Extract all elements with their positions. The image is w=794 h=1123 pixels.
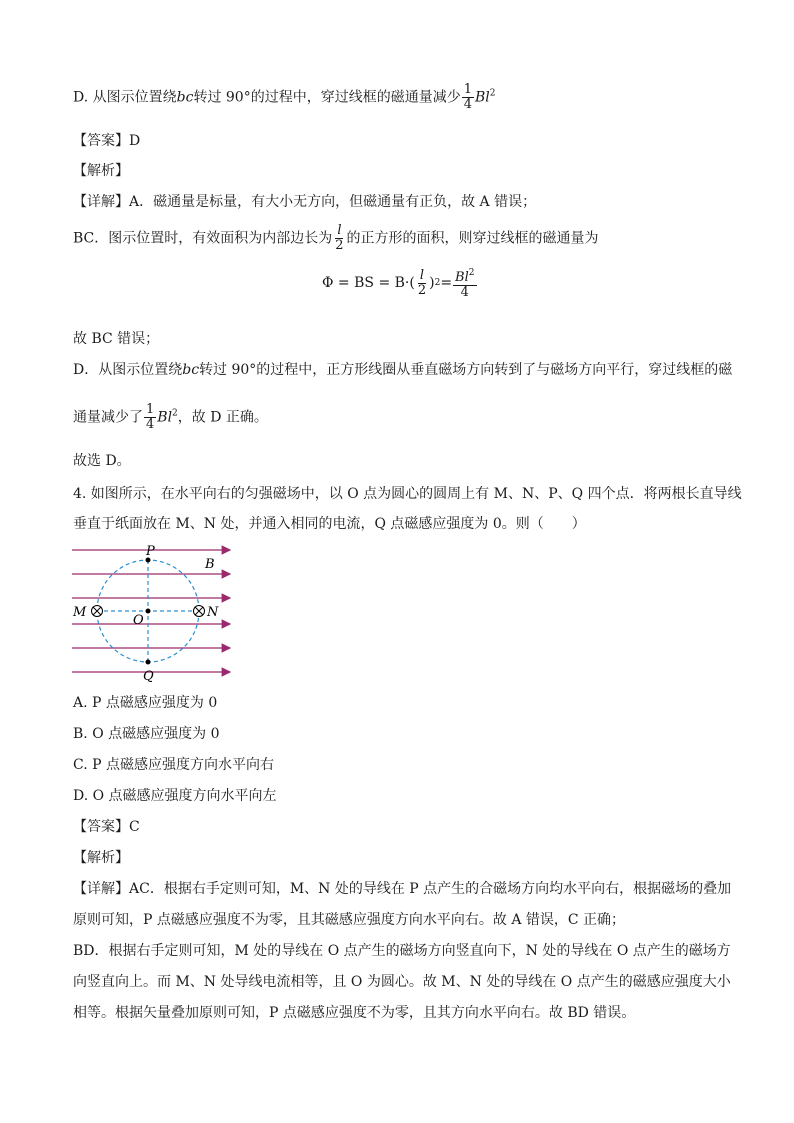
fraction [416,269,428,298]
bd-detail-3: 相等。根据矢量叠加原则可知，P 点磁感应强度不为零，且其方向水平向右。故 BD 错误。 [73,1005,636,1021]
magnetic-field-figure [70,540,240,685]
label-m: M [73,605,87,620]
option-c: C. P 点磁感应强度方向水平向右 [73,757,274,773]
numerator [453,266,476,286]
text: D. 从图示位置绕 [73,89,177,106]
bd-detail-1: BD．根据右手定则可知，M 处的导线在 O 点产生的磁场方向竖直向下，N 处的导线在 O 点产生的磁场方 [73,943,731,959]
denominator: 2 [335,238,344,253]
label-q: Q [143,669,154,684]
choose-d: 故选 D。 [73,453,131,469]
bc-line [73,224,599,253]
fraction [144,403,156,432]
detail-a: 【详解】A．磁通量是标量，有大小无方向，但磁通量有正负，故 A 错误； [73,194,537,210]
superscript: 2 [172,408,178,419]
denominator: 4 [146,417,155,432]
denominator: 4 [463,97,472,112]
option-d: D. O 点磁感应强度方向水平向左 [73,788,277,804]
ac-detail-1: 【详解】AC．根据右手定则可知，M、N 处的导线在 P 点产生的合磁场方向均水平向右，根据磁场的叠加 [73,881,732,897]
analysis-1: 【解析】 [73,163,129,179]
d-detail-line-2 [73,403,268,432]
denominator: 4 [460,285,469,300]
text: D．从图示位置绕 [73,362,183,378]
text: Bl [455,270,469,285]
point-o [146,609,151,614]
fraction [462,83,474,112]
superscript: 2 [489,88,496,99]
option-b: B. O 点磁感应强度为 0 [73,726,220,742]
q4-line-2: 垂直于纸面放在 M、N 处，并通入相同的电流，Q 点磁感应强度为 0。则（ ） [73,516,586,532]
label-n: N [207,605,219,620]
d-detail-line [73,361,732,379]
text: Bl [157,409,173,426]
wire-n-icon [194,606,205,617]
text: ) [429,275,435,291]
wire-m-icon [92,606,103,617]
q4-line-1: 4. 如图所示，在水平向右的匀强磁场中，以 O 点为圆心的圆周上有 M、N、P、Q 四个点．将两根长直导线 [73,486,742,502]
text: bc [182,362,200,378]
fraction [453,266,476,300]
label-o: O [133,613,144,628]
text: BC．图示位置时，有效面积为内部边长为 [73,230,333,247]
text: 转过 90°的过程中，正方形线圈从垂直磁场方向转到了与磁场方向平行，穿过线框的磁 [199,362,733,378]
superscript: 2 [468,268,475,278]
answer-1: 【答案】D [73,133,141,149]
text: 转过 90°的过程中，穿过线框的磁通量减少 [193,89,461,106]
analysis-2: 【解析】 [73,850,129,866]
numerator: 1 [146,402,155,417]
label-p: P [146,544,155,559]
ac-detail-2: 原则可知，P 点磁感应强度不为零，且其磁感应强度方向水平向右。故 A 错误，C 正确； [73,912,626,928]
numerator: l [337,223,342,238]
text: 的正方形的面积，则穿过线框的磁通量为 [346,230,599,247]
bc-wrong: 故 BC 错误； [73,331,160,347]
denominator: 2 [417,282,427,298]
text: 通量减少了 [73,409,143,426]
numerator: l [419,267,425,283]
text: ，故 D 正确。 [177,409,268,426]
flux-formula [322,266,478,300]
text: Φ = BS = B·( [322,275,415,291]
option-a: A. P 点磁感应强度为 0 [73,695,218,711]
numerator: 1 [463,82,472,97]
superscript: 2 [434,278,441,288]
bd-detail-2: 向竖直向上。而 M、N 处导线电流相等，且 O 为圆心。故 M、N 处的导线在 O 点产生的磁感应强度大小 [73,974,731,990]
label-b: B [205,557,215,572]
text: bc [176,89,194,106]
point-q [146,660,151,665]
text: = [440,275,453,291]
answer-2: 【答案】C [73,819,140,835]
option-d-line [73,83,496,112]
fraction [333,224,345,253]
text: Bl [475,89,490,106]
